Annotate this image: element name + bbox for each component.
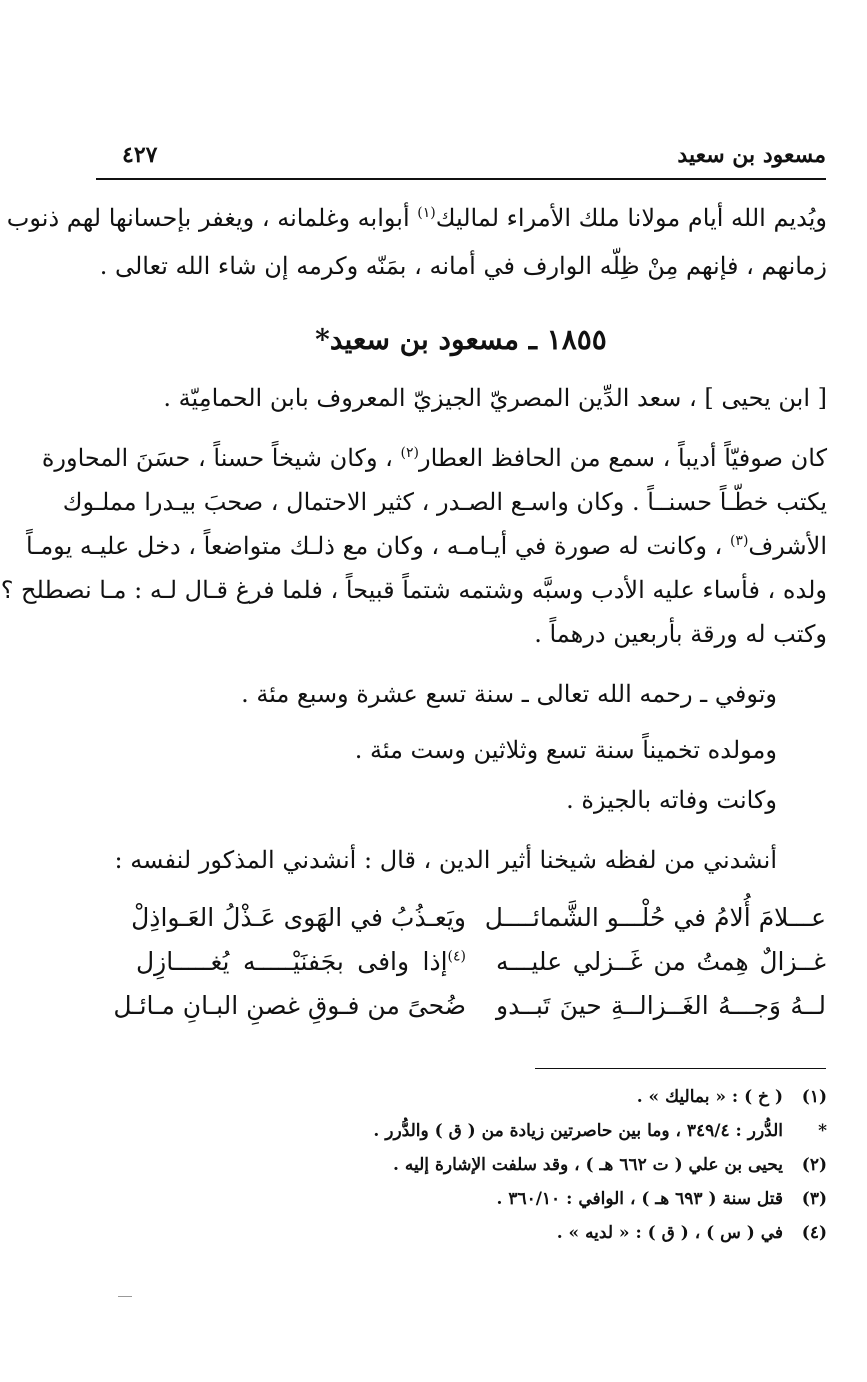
footnote-marker: (١) (417, 205, 436, 221)
header-rule (96, 178, 826, 180)
entry-title: ١٨٥٥ ـ مسعود بن سعيد* (315, 323, 607, 356)
footnote: (١)( خ ) : « بماليك » . (636, 1087, 827, 1107)
footnote-marker: (٤) (447, 948, 466, 965)
intro-line-1: ويُديم الله أيام مولانا ملك الأمراء لماليك$^{(١)}$ أبوابه وغلمانه ، ويغفر بإحسانها لهم ذنوب (6, 204, 827, 232)
footnote-marker: (٣) (729, 533, 749, 549)
footnote: (٢)يحيى بن علي ( ت ٦٦٢ هـ ) ، وقد سلفت الإشارة إليه . (393, 1155, 827, 1175)
bio-line-5: وكتب له ورقة بأربعين درهماً . (534, 620, 827, 648)
footnote-rule (535, 1068, 826, 1069)
poem-second-hemistich: ضُحىً من فـوقِ غصنِ البـانِ مـائـل (113, 991, 466, 1020)
birth-line: ومولده تخميناً سنة تسع وثلاثين وست مئة . (354, 736, 777, 764)
intro-line-2: زمانهم ، فإنهم مِنْ ظِلّه الوارف في أمانه ، بمَنّه وكرمه إن شاء الله تعالى . (99, 252, 827, 280)
bio-line-4: ولده ، فأساء عليه الأدب وسبَّه وشتمه شتماً قبيحاً ، فلما فرغ قـال لـه : مـا نصطلح ؟ (0, 576, 827, 604)
bio-line-3: الأشرف$^{(٣)}$ ، وكانت له صورة في أيـامـه ، وكان مع ذلـك متواضعاً ، دخل عليـه يومـاً (25, 532, 827, 560)
running-title: مسعود بن سعيد (677, 142, 826, 168)
footnote: (٤)في ( س ) ، ( ق ) : « لديه » . (556, 1223, 827, 1243)
footnote: *الدُّرر : ٣٤٩/٤ ، وما بين حاصرتين زيادة من ( ق ) والدُّرر . (373, 1121, 827, 1141)
poem-verse (96, 940, 826, 984)
place-line: وكانت وفاته بالجيزة . (566, 786, 777, 814)
poem-second-hemistich: ويَعـذُبُ في الهَوى عَـذْلُ العَـواذِلْ (131, 903, 466, 932)
recital-line: أنشدني من لفظه شيخنا أثير الدين ، قال : أنشدني المذكور لنفسه : (114, 846, 777, 874)
poem-verse (96, 984, 826, 1028)
poem-second-hemistich: $^{(٤)}$إذا وافى بجَفنَيْـــــه يُغـــــازِل (136, 947, 466, 976)
bio-line-2: يكتب خطّـاً حسنــاً . وكان واسـع الصـدر ، كثير الاحتمال ، صحبَ بيـدرا مملـوك (62, 488, 827, 516)
page-header (96, 142, 826, 176)
entry-lineage: [ ابن يحيى ] ، سعد الدِّين المصريّ الجيزيّ المعروف بابن الحمامِيّة . (163, 384, 827, 412)
death-line: وتوفي ـ رحمه الله تعالى ـ سنة تسع عشرة وسبع مئة . (241, 680, 777, 708)
poem-first-hemistich: عـــلامَ أُلامُ في حُلْـــو الشَّمائــــل (484, 903, 826, 932)
scan-mark (118, 1296, 132, 1297)
page-number: ٤٢٧ (122, 142, 158, 168)
footnote-marker: (٢) (400, 445, 420, 461)
bio-line-1: كان صوفيّاً أديباً ، سمع من الحافظ العطار$^{(٢)}$ ، وكان شيخاً حسناً ، حسَنَ المحاورة (41, 444, 827, 472)
poem-first-hemistich: غــزالٌ هِمتُ من غَــزلي عليـــه (496, 947, 826, 976)
poem-first-hemistich: لــهُ وَجـــهُ الغَــزالــةِ حينَ تَبــدو (496, 991, 826, 1020)
poem-verse (96, 896, 826, 940)
footnote: (٣)قتل سنة ( ٦٩٣ هـ ) ، الوافي : ٣٦٠/١٠ . (496, 1189, 827, 1209)
